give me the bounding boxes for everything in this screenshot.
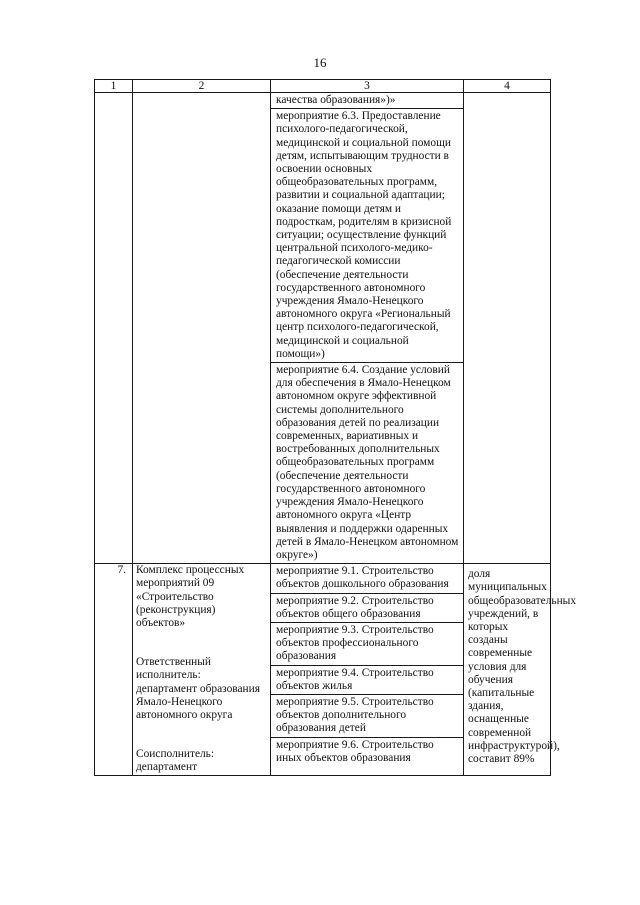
table-row-7 <box>95 564 551 775</box>
measure-item: качества образования»)» <box>271 93 463 109</box>
cell-number-empty <box>95 93 133 564</box>
header-col-1: 1 <box>95 80 133 93</box>
table-header-row <box>95 80 551 93</box>
measure-item: мероприятие 9.5. Строительство объектов дополнительного образования детей <box>271 694 463 737</box>
measures-list <box>271 564 463 766</box>
program-table <box>94 79 577 776</box>
cell-measures <box>271 564 464 775</box>
measure-item: мероприятие 9.4. Строительство объектов жилья <box>271 665 463 694</box>
header-col-4: 4 <box>464 80 551 93</box>
header-col-2: 2 <box>133 80 271 93</box>
measure-item: мероприятие 6.4. Создание условий для обеспечения в Ямало-Ненецком автономном округе эффективной системы дополнительного образования детей по реализации современных, вариативных и востребованных дополнительных общеобразовательных программ (обеспечение деятельности государственного автономного учреждения Ямало-Ненецкого автономного округа «Центр выявления и поддержки одаренных детей в Ямало-Ненецком автономном округе») <box>276 364 459 561</box>
measures-list-continuation <box>271 93 463 563</box>
header-col-3: 3 <box>271 80 464 93</box>
row-number: 7. <box>95 564 133 775</box>
measure-item: мероприятие 9.1. Строительство объектов дошкольного образования <box>271 564 463 593</box>
measure-item: мероприятие 9.6. Строительство иных объектов образования <box>276 738 434 764</box>
measure-item: мероприятие 9.2. Строительство объектов общего образования <box>271 593 463 622</box>
cell-measures-continuation <box>271 93 464 564</box>
measure-item: мероприятие 6.3. Предоставление психолого-педагогической, медицинской и социальной помощи детям, испытывающим трудности в освоении основных общеобразовательных программ, развитии и социальной адаптации; оказание помощи детям и подросткам, родителям в кризисной ситуации; осуществление функций центральной психолого-медико-педагогической комиссии (обеспечение деятельности государственного автономного учреждения Ямало-Ненецкого автономного округа «Региональный центр психолого-педагогической, медицинской и социальной помощи») <box>271 109 463 363</box>
measure-item: мероприятие 9.3. Строительство объектов профессионального образования <box>271 622 463 665</box>
coexecutor-label: Соисполнитель: <box>136 748 215 761</box>
responsible-label: Ответственный исполнитель: <box>136 656 212 682</box>
cell-complex-empty <box>133 93 271 564</box>
table-row-continuation <box>95 93 551 564</box>
cell-indicator: доля муниципальных общеобразовательных учреждений, в которых созданы современные условия для обучения (капитальные здания, оснащенные современной инфраструктурой), составит 89% <box>464 564 551 775</box>
page-number: 16 <box>313 55 327 70</box>
responsible-value: департамент образования Ямало-Ненецкого автономного округа <box>136 682 260 721</box>
cell-indicator-empty <box>464 93 551 564</box>
coexecutor-value: департамент <box>136 761 198 774</box>
complex-title: Комплекс процессных мероприятий 09 «Строительство (реконструкция) объектов» <box>136 564 245 629</box>
cell-complex <box>133 564 271 775</box>
